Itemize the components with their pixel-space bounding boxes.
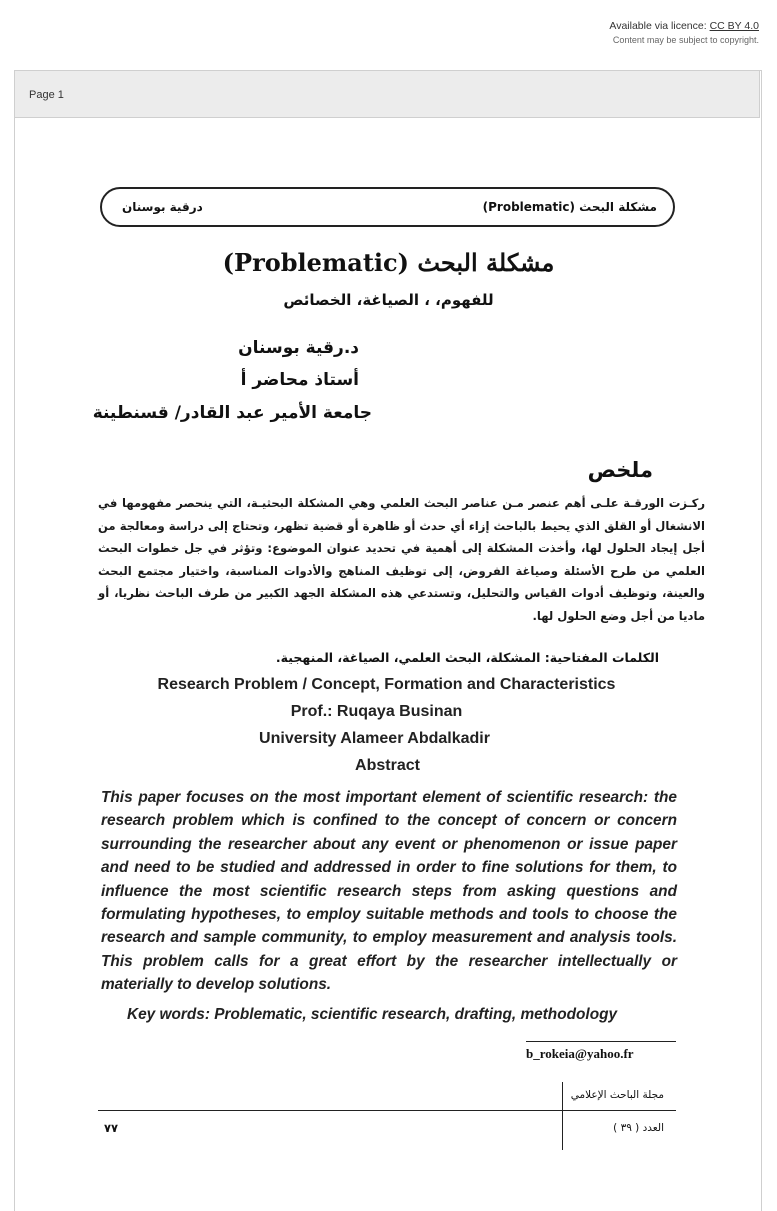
arabic-university: جامعة الأمير عبد القادر/ قسنطينة	[92, 403, 372, 423]
journal-issue: العدد ( ٣٩ )	[613, 1122, 664, 1134]
arabic-keywords: الكلمات المفتاحية: المشكلة، البحث العلمي، الصياغة، المنهجية.	[275, 650, 659, 665]
arabic-author-name: د.رقية بوسنان	[238, 338, 359, 358]
running-header	[100, 187, 675, 227]
footer-divider	[98, 1110, 676, 1111]
page-frame	[14, 70, 762, 1211]
author-email: b_rokeia@yahoo.fr	[526, 1046, 634, 1061]
footer-vertical-divider	[562, 1082, 563, 1150]
english-author: Prof.: Ruqaya Businan	[290, 703, 463, 720]
english-university: University Alameer Abdalkadir	[259, 730, 490, 747]
licence-prefix: Available via licence:	[609, 20, 710, 32]
english-abstract: This paper focuses on the most important element of scientific research: the research problem which is confined to the concept of concern or concern surrounding the researcher about any event or phenomenon or issue paper and need to be studied and addressed in order to fine solutions for them, to influence the most scientific research steps from asking questions and formulating hypotheses, to employ suitable methods and tools to choose the research and sample community, to employ measurement and analysis tools. This problem calls for a great effort by the researcher intellectually or materially to develop solutions.	[101, 789, 677, 994]
running-header-author: درقية بوسنان	[122, 200, 203, 214]
running-header-title: مشكلة البحث (Problematic)	[482, 200, 657, 214]
english-abstract-heading: Abstract	[355, 757, 420, 774]
english-title: Research Problem / Concept, Formation and Characteristics	[157, 676, 616, 693]
journal-name: مجلة الباحث الإعلامي	[570, 1089, 664, 1101]
licence-notice	[609, 20, 759, 45]
licence-link[interactable]: CC BY 4.0	[709, 20, 759, 32]
email-divider	[526, 1041, 676, 1042]
arabic-subtitle: للفهوم، ، الصياغة، الخصائص	[283, 291, 494, 309]
arabic-abstract: ركـزت الورقـة علـى أهم عنصر مـن عناصر البحث العلمي وهي المشكلة البحثيـة، التي ينحصر مفهومها في الانشغال أو القلق الذي يحيط بالباحث إزاء أي حدث أو ظاهرة أو قضية تظهر، وتحتاج إلى دراسة ومعالجة من أجل إيجاد الحلول لها، وأخذت المشكلة إلى أهمية في تحديد عنوان الموضوع: وتؤثر في جل خطوات البحث العلمي من طرح الأسئلة وصياغة الفروض، إلى توظيف المناهج والأدوات المناسبة، واختيار مجتمع البحث والعينة، وتوظيف أدوات القياس والتحليل، وتستدعي هذه المشكلة الجهد الكبير من طرف الباحث نظريا، أو ماديا من أجل وضع الحلول لها.	[98, 496, 705, 623]
english-keywords: Key words: Problematic, scientific research, drafting, methodology	[127, 1006, 618, 1023]
page-number: ٧٧	[104, 1121, 119, 1135]
licence-line	[609, 20, 759, 32]
arabic-author-rank: أستاذ محاضر أ	[240, 370, 359, 390]
copyright-note: Content may be subject to copyright.	[612, 35, 759, 45]
arabic-abstract-heading: ملخص	[587, 458, 653, 482]
page-header-bar	[14, 70, 760, 118]
arabic-title: مشكلة البحث (Problematic)	[222, 248, 555, 277]
page-label: Page 1	[29, 89, 64, 101]
